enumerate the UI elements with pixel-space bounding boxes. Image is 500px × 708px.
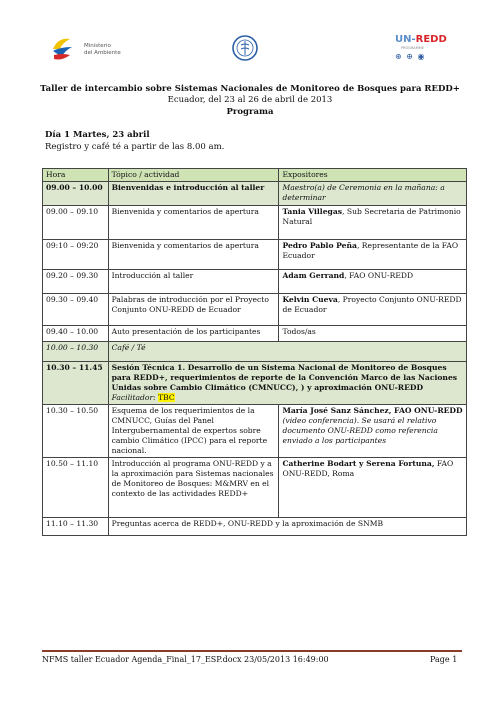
presenter-name: Kelvin Cueva bbox=[282, 295, 338, 304]
footer-page-number: Page 1 bbox=[430, 655, 458, 664]
day-heading: Día 1 Martes, 23 abril bbox=[45, 130, 150, 140]
row-expositores bbox=[279, 458, 467, 518]
row-topico: Introducción al taller bbox=[108, 270, 279, 294]
registration-note: Registro y café té a partir de las 8.00 am. bbox=[45, 142, 225, 152]
row-topico: Esquema de los requerimientos de la CMNUCC, Guías del Panel Intergubernamental de expertos sobre cambio Climático (IPCC) para el reporte nacional. bbox=[108, 405, 279, 458]
row-topico: Bienvenida y comentarios de apertura bbox=[108, 240, 279, 270]
presenter-affiliation: , Sub Secretaria de Patrimonio Natural bbox=[282, 207, 461, 226]
header-expositores: Expositores bbox=[279, 169, 467, 182]
presenter-name: Tania Villegas bbox=[282, 207, 343, 216]
table-row bbox=[43, 182, 467, 206]
session-cell bbox=[108, 362, 466, 405]
agenda-table bbox=[42, 168, 467, 536]
presenter-affiliation: (video conferencia). Se usará el relativo documento ONU-REDD como referencia enviado a los participantes bbox=[282, 416, 438, 445]
row-topico: Introducción al programa ONU-REDD y a la aproximación para Sistemas nacionales de Monitoreo de Bosques: M&MRV en el contexto de las actividades REDD+ bbox=[108, 458, 279, 518]
row-hora: 09.00 – 10.00 bbox=[43, 182, 109, 206]
row-expositores bbox=[279, 294, 467, 326]
table-row bbox=[43, 458, 467, 518]
table-row bbox=[43, 518, 467, 536]
row-hora: 09:10 – 09:20 bbox=[43, 240, 109, 270]
presenter-name: Catherine Bodart y Serena Fortuna, bbox=[282, 459, 435, 468]
programa-heading: Programa bbox=[226, 107, 274, 117]
ministerio-label-2: del Ambiente bbox=[84, 50, 121, 56]
row-expositores: Maestro(a) de Ceremonia en la mañana: a determinar bbox=[279, 182, 467, 206]
row-topico: Bienvenida y comentarios de apertura bbox=[108, 206, 279, 240]
row-hora: 11.10 – 11.30 bbox=[43, 518, 109, 536]
header-logos bbox=[0, 30, 500, 75]
presenter-affiliation: , Proyecto Conjunto ONU-REDD de Ecuador bbox=[282, 295, 462, 314]
row-hora: 09.00 – 09.10 bbox=[43, 206, 109, 240]
header-hora: Hora bbox=[43, 169, 109, 182]
row-expositores: Todos/as bbox=[279, 326, 467, 342]
footer-divider bbox=[42, 650, 462, 652]
table-row bbox=[43, 326, 467, 342]
ministerio-ambiente-logo bbox=[50, 35, 140, 67]
row-topico: Auto presentación de los participantes bbox=[108, 326, 279, 342]
un-redd-text-un: UN- bbox=[395, 34, 416, 45]
presenter-affiliation: , FAO ONU-REDD bbox=[344, 271, 414, 280]
document-subtitle: Ecuador, del 23 al 26 de abril de 2013 bbox=[167, 95, 333, 105]
row-expositores bbox=[279, 270, 467, 294]
presenter-name: Adam Gerrand bbox=[282, 271, 345, 280]
row-expositores bbox=[279, 240, 467, 270]
table-header-row bbox=[43, 169, 467, 182]
row-hora: 10.30 – 11.45 bbox=[43, 362, 109, 405]
row-hora: 09.40 – 10.00 bbox=[43, 326, 109, 342]
fao-logo-icon bbox=[231, 34, 259, 62]
table-row-session bbox=[43, 362, 467, 405]
session-title: Sesión Técnica 1. Desarrollo de un Sistema Nacional de Monitoreo de Bosques para REDD+, requerimientos de reporte de la Convención Marco de las Naciones Unidas sobre Cambio Climático (CMNUCC), ) y aproximación ONU-REDD bbox=[111, 363, 458, 392]
row-hora: 09.20 – 09.30 bbox=[43, 270, 109, 294]
row-topico: Preguntas acerca de REDD+, ONU-REDD y la aproximación de SNMB bbox=[108, 518, 466, 536]
un-redd-logo bbox=[393, 34, 463, 68]
row-topico: Café / Té bbox=[108, 342, 466, 362]
row-hora: 10.00 – 10.30 bbox=[43, 342, 109, 362]
ministerio-emblem-icon bbox=[50, 35, 76, 63]
row-topico: Bienvenidas e introducción al taller bbox=[108, 182, 279, 206]
table-row-break bbox=[43, 342, 467, 362]
presenter-name: María José Sanz Sánchez, FAO ONU-REDD bbox=[282, 406, 463, 415]
ministerio-label-1: Ministerio bbox=[84, 43, 111, 49]
table-row bbox=[43, 270, 467, 294]
tbc-highlight: TBC bbox=[158, 393, 175, 402]
row-hora: 09.30 – 09.40 bbox=[43, 294, 109, 326]
row-topico: Palabras de introducción por el Proyecto Conjunto ONU-REDD de Ecuador bbox=[108, 294, 279, 326]
presenter-name: Pedro Pablo Peña bbox=[282, 241, 357, 250]
footer-filename: NFMS taller Ecuador Agenda_Final_17_ESP.docx 23/05/2013 16:49:00 bbox=[42, 655, 329, 664]
table-row bbox=[43, 405, 467, 458]
un-redd-programme-label: PROGRAMME bbox=[401, 46, 424, 50]
presenter-affiliation: FAO ONU-REDD, Roma bbox=[282, 459, 454, 478]
row-expositores bbox=[279, 405, 467, 458]
row-hora: 10.30 – 10.50 bbox=[43, 405, 109, 458]
table-row bbox=[43, 294, 467, 326]
document-title: Taller de intercambio sobre Sistemas Nacionales de Monitoreo de Bosques para REDD+ bbox=[40, 84, 460, 94]
table-row bbox=[43, 240, 467, 270]
un-agency-icons: ⊛ ⊕ ◉ bbox=[395, 52, 426, 61]
presenter-affiliation: , Representante de la FAO Ecuador bbox=[282, 241, 459, 260]
row-expositores bbox=[279, 206, 467, 240]
un-redd-text-redd: REDD bbox=[415, 34, 447, 45]
row-hora: 10.50 – 11.10 bbox=[43, 458, 109, 518]
facilitator-label: Facilitador: bbox=[111, 393, 156, 402]
header-topico: Tópico / actividad bbox=[108, 169, 279, 182]
table-row bbox=[43, 206, 467, 240]
